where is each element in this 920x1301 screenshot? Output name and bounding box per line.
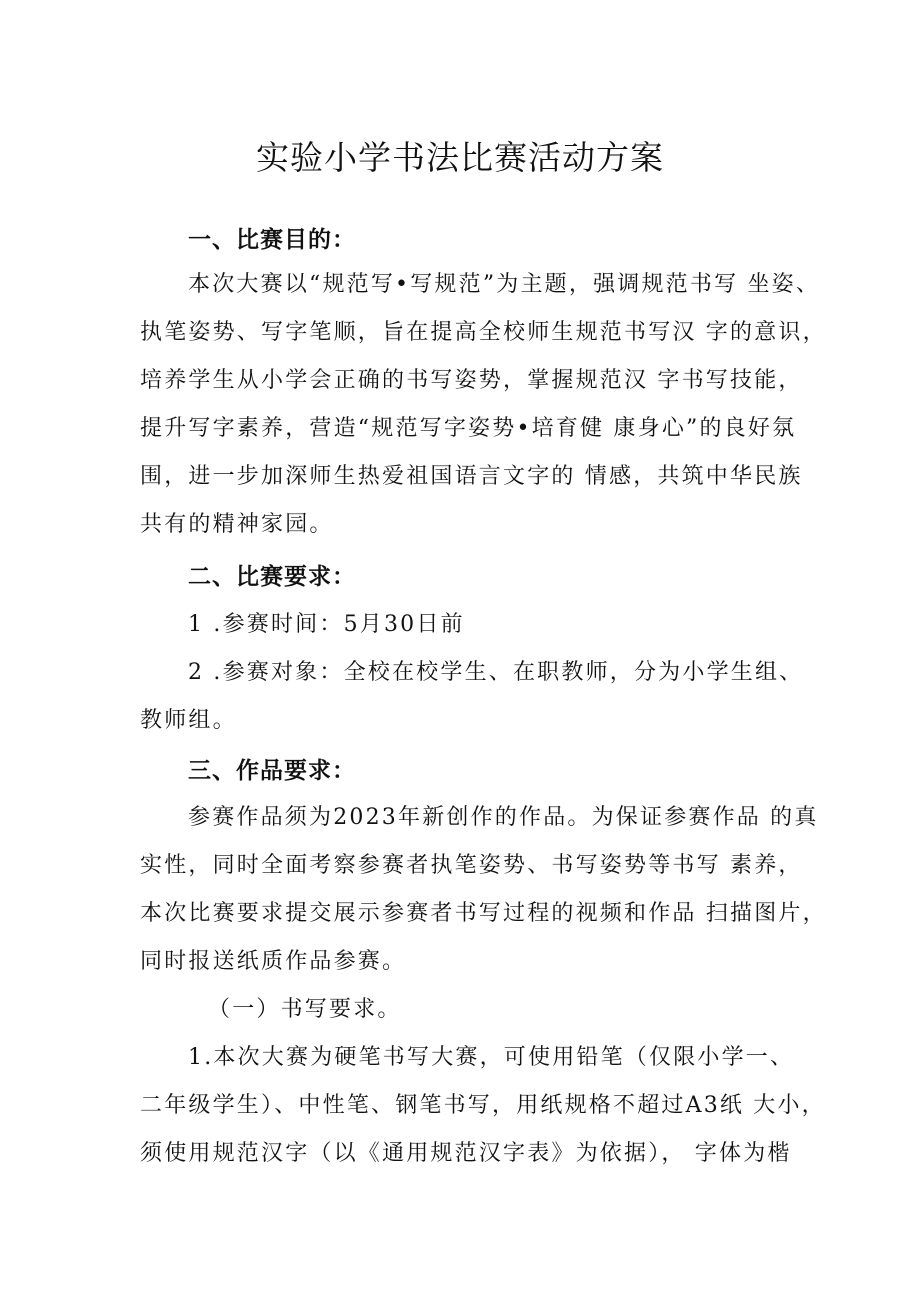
paragraph-line: 实性，同时全面考察参赛者执笔姿势、书写姿势等书写 素养， (140, 853, 803, 878)
paragraph-line: 共有的精神家园。 (140, 512, 334, 537)
paragraph-line: 二年级学生）、中性笔、钢笔书写，用纸规格不超过A3纸 大小， (140, 1093, 826, 1118)
paragraph-line: 参赛作品须为2023年新创作的作品。为保证参赛作品 的真 (188, 805, 819, 830)
paragraph-line: 围，进一步加深师生热爱祖国语言文字的 情感，共筑中华民族 (140, 464, 803, 489)
section-heading-work-requirements: 三、作品要求： (188, 758, 356, 784)
section-purpose-body (140, 261, 827, 549)
section-heading-requirements: 二、比赛要求： (188, 564, 356, 590)
section-requirements-body (140, 601, 804, 745)
paragraph-line: 提升写字素养，营造“规范写字姿势•培育健 康身心”的良好氛 (140, 416, 797, 441)
paragraph-line: 同时报送纸质作品参赛。 (140, 949, 407, 974)
paragraph-line: 本次比赛要求提交展示参赛者书写过程的视频和作品 扫描图片， (140, 901, 827, 926)
paragraph-line: 培养学生从小学会正确的书写姿势，掌握规范汉 字书写技能， (140, 368, 803, 393)
list-item: 2 .参赛对象：全校在校学生、在职教师，分为小学生组、 (188, 660, 804, 685)
subheading-writing-requirements: （一）书写要求。 (208, 997, 402, 1022)
paragraph-line: 本次大赛以“规范写•写规范”为主题，强调规范书写 坐姿、 (188, 272, 821, 297)
section-work-requirements-body (140, 794, 827, 1178)
list-item: 1 .参赛时间：5月30日前 (188, 612, 465, 637)
document-title: 实验小学书法比赛活动方案 (256, 138, 664, 177)
paragraph-line: 须使用规范汉字（以《通用规范汉字表》为依据）， 字体为楷 (140, 1141, 792, 1166)
paragraph-line: 执笔姿势、写字笔顺，旨在提高全校师生规范书写汉 字的意识， (140, 320, 827, 345)
section-heading-purpose: 一、比赛目的： (188, 227, 356, 253)
paragraph-line: 1.本次大赛为硬笔书写大赛，可使用铅笔（仅限小学一、 (188, 1045, 795, 1070)
list-item-continuation: 教师组。 (140, 708, 237, 733)
